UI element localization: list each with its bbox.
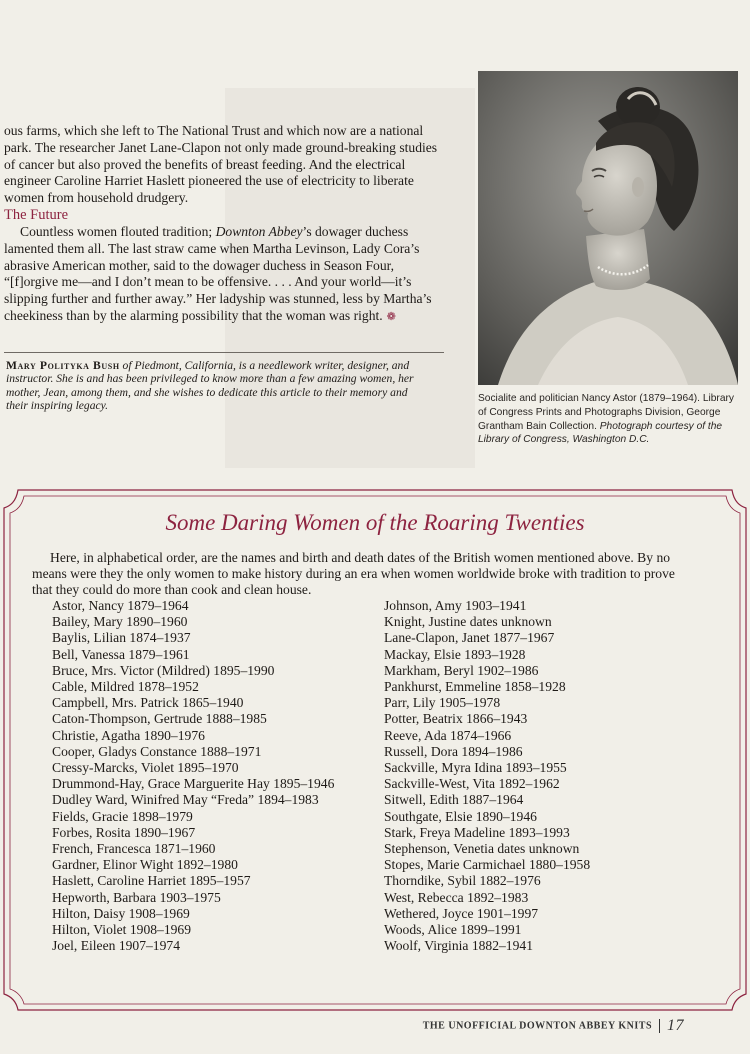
name-entry: Stephenson, Venetia dates unknown: [384, 841, 580, 857]
name-entry: Mackay, Elsie 1893–1928: [384, 646, 526, 662]
name-entry: Stark, Freya Madeline 1893–1993: [384, 824, 570, 840]
name-entry: Caton-Thompson, Gertrude 1888–1985: [52, 711, 267, 727]
name-entry: Cooper, Gladys Constance 1888–1971: [52, 743, 262, 759]
name-entry: West, Rebecca 1892–1983: [384, 889, 529, 905]
names-list-right: [384, 598, 714, 954]
bio-divider: [4, 352, 444, 353]
sidebar-intro: Here, in alphabetical order, are the names and birth and death dates of the British women mentioned above. By no means were they the only women to make history during an era when women worldwide broke with tradition to prove that they could do more than cook and clean house.: [32, 550, 675, 597]
name-entry: Cressy-Marcks, Violet 1895–1970: [52, 760, 239, 776]
name-entry: Southgate, Elsie 1890–1946: [384, 808, 537, 824]
name-entry: Baylis, Lilian 1874–1937: [52, 630, 191, 646]
paragraph-2-start: Countless women flouted tradition;: [20, 223, 216, 239]
name-entry: Reeve, Ada 1874–1966: [384, 727, 512, 743]
article-paragraph-1: ous farms, which she left to The National Trust and which now are a national park. The researcher Janet Lane-Clapon not only made ground-breaking studies of cancer but also proved the benefits of breast feeding. And the electrical engineer Caroline Harriet Haslett pioneered the use of electricity to liberate women from household drudgery.: [4, 123, 438, 206]
name-entry: Joel, Eileen 1907–1974: [52, 938, 180, 954]
name-entry: Christie, Agatha 1890–1976: [52, 727, 205, 743]
name-entry: Stopes, Marie Carmichael 1880–1958: [384, 857, 591, 873]
name-entry: Drummond-Hay, Grace Marguerite Hay 1895–1946: [52, 776, 335, 792]
name-entry: Johnson, Amy 1903–1941: [384, 598, 527, 613]
name-entry: Campbell, Mrs. Patrick 1865–1940: [52, 695, 244, 711]
name-entry: Sackville-West, Vita 1892–1962: [384, 776, 560, 792]
article-paragraph-2: [4, 224, 440, 326]
name-entry: Potter, Beatrix 1866–1943: [384, 711, 528, 727]
sidebar-title: Some Daring Women of the Roaring Twenties: [165, 510, 585, 535]
name-entry: Bell, Vanessa 1879–1961: [52, 646, 190, 662]
name-entry: Woolf, Virginia 1882–1941: [384, 938, 533, 954]
name-entry: Hilton, Violet 1908–1969: [52, 922, 192, 938]
end-of-article-icon: ❁: [386, 310, 396, 323]
name-entry: Hepworth, Barbara 1903–1975: [52, 889, 221, 905]
author-bio-text: of Piedmont, California, is a needlework writer, designer, and instructor. She is and has been privileged to know more than a few amazing women, her mother, Jean, among them, and she wishes to dedicate this article to their memory and their inspiring legacy.: [6, 359, 414, 413]
names-list-left: [52, 598, 382, 954]
name-entry: Gardner, Elinor Wight 1892–1980: [52, 857, 238, 873]
show-title: Downton Abbey: [215, 223, 303, 239]
page-footer: [423, 1017, 684, 1035]
name-entry: Markham, Beryl 1902–1986: [384, 662, 539, 678]
caption-text: Socialite and politician Nancy Astor (1879–1964). Library of Congress Prints and Photographs Division, George Grantham Bain Collection.: [478, 393, 734, 432]
footer-separator: [659, 1019, 660, 1033]
name-entry: Forbes, Rosita 1890–1967: [52, 824, 196, 840]
name-entry: Sackville, Myra Idina 1893–1955: [384, 760, 567, 776]
nancy-astor-photo: [478, 71, 738, 385]
name-entry: Bruce, Mrs. Victor (Mildred) 1895–1990: [52, 662, 275, 678]
name-entry: Astor, Nancy 1879–1964: [52, 598, 189, 613]
running-head: THE UNOFFICIAL DOWNTON ABBEY KNITS: [422, 1020, 652, 1032]
name-entry: Lane-Clapon, Janet 1877–1967: [384, 630, 555, 646]
name-entry: Sitwell, Edith 1887–1964: [384, 792, 524, 808]
subhead-the-future: The Future: [4, 206, 69, 223]
article-body: [4, 123, 440, 326]
portrait-illustration: [478, 71, 738, 385]
name-entry: Pankhurst, Emmeline 1858–1928: [384, 679, 566, 695]
name-entry: Dudley Ward, Winifred May “Freda” 1894–1983: [52, 792, 319, 808]
name-entry: Cable, Mildred 1878–1952: [52, 679, 199, 695]
name-entry: Woods, Alice 1899–1991: [384, 922, 522, 938]
name-entry: Fields, Gracie 1898–1979: [52, 808, 193, 824]
name-entry: Parr, Lily 1905–1978: [384, 695, 501, 711]
name-entry: Russell, Dora 1894–1986: [384, 743, 523, 759]
paragraph-2-rest: ’s dowager duchess lamented them all. The last straw came when Martha Levinson, Lady Cora’s abrasive American mother, said to the dowager duchess in Season Four, “[f]orgive me—and I don’t mean to be offensive. . . . And your world—it’s slipping further and further away.” Her ladyship was stunned, less by Martha’s cheekiness than by the alarming possibility that the woman was right.: [4, 223, 432, 323]
name-entry: Haslett, Caroline Harriet 1895–1957: [52, 873, 251, 889]
photo-caption: [478, 392, 740, 447]
name-entry: Knight, Justine dates unknown: [384, 614, 552, 630]
page-number: 17: [667, 1017, 684, 1034]
author-name: Mary Polityka Bush: [6, 359, 120, 372]
caption-credit: Photograph courtesy of the Library of Congress, Washington D.C.: [478, 420, 723, 446]
name-entry: Hilton, Daisy 1908–1969: [52, 905, 190, 921]
name-entry: Bailey, Mary 1890–1960: [52, 614, 188, 630]
author-bio: [6, 359, 426, 413]
name-entry: Thorndike, Sybil 1882–1976: [384, 873, 541, 889]
name-entry: French, Francesca 1871–1960: [52, 841, 216, 857]
name-entry: Wethered, Joyce 1901–1997: [384, 905, 539, 921]
